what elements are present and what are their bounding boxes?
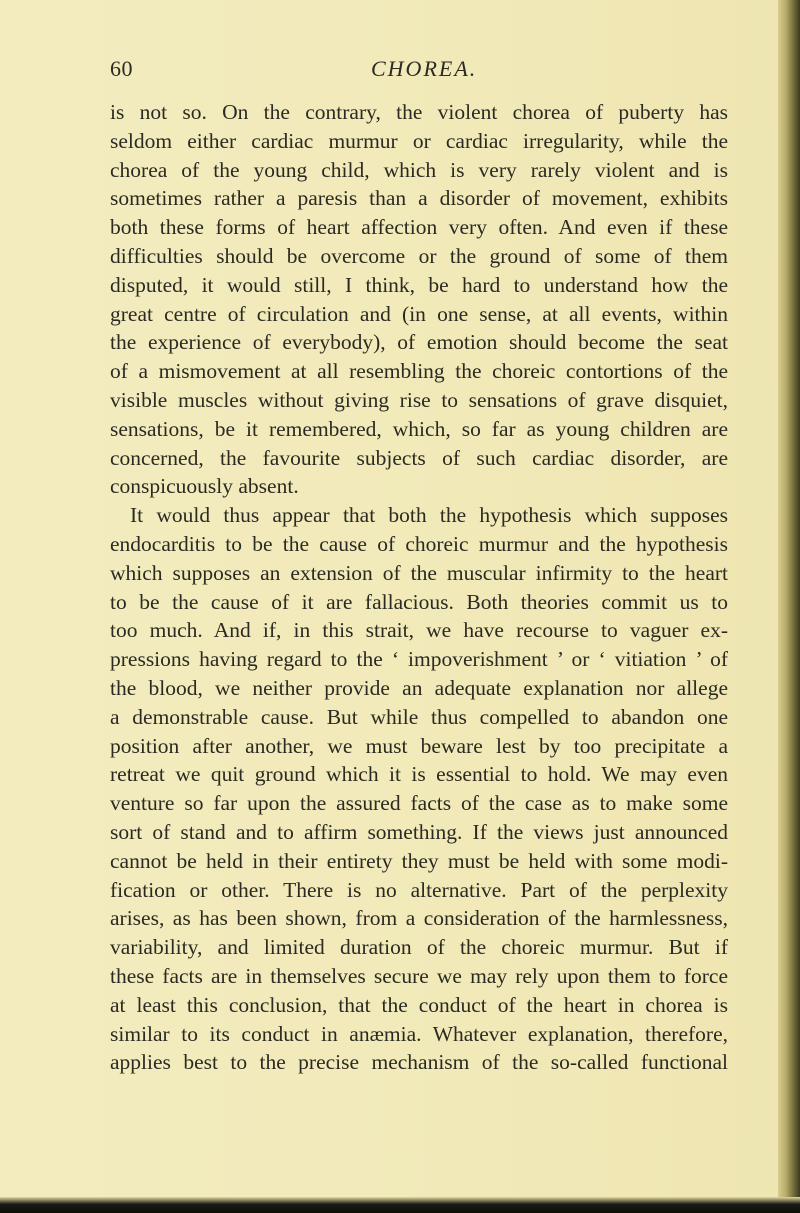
text-line: the blood, we neither provide an adequate explanation nor allege — [110, 675, 728, 700]
text-line: great centre of circulation and (in one sense, at all events, within — [110, 301, 728, 326]
paragraph-start-line: It would thus appear that both the hypothesis which supposes — [130, 503, 728, 528]
text-line: difficulties should be overcome or the ground of some of them — [110, 243, 728, 268]
body-text — [110, 98, 728, 1077]
text-line: endocarditis to be the cause of choreic murmur and the hypothesis — [110, 531, 728, 556]
page-bottom-edge — [0, 1197, 800, 1213]
text-line: too much. And if, in this strait, we have recourse to vaguer ex- — [110, 618, 728, 643]
text-line: these facts are in themselves secure we may rely upon them to force — [110, 963, 728, 988]
text-line: the experience of everybody), of emotion should become the seat — [110, 330, 728, 355]
text-line: pressions having regard to the ‘ impoverishment ’ or ‘ vitiation ’ of — [110, 647, 728, 672]
text-line: at least this conclusion, that the conduct of the heart in chorea is — [110, 992, 728, 1017]
text-line: seldom either cardiac murmur or cardiac irregularity, while the — [110, 128, 728, 153]
text-line: fication or other. There is no alternative. Part of the perplexity — [110, 877, 728, 902]
text-line: sort of stand and to affirm something. If the views just announced — [110, 819, 728, 844]
text-line: position after another, we must beware lest by too precipitate a — [110, 733, 728, 758]
text-line: concerned, the favourite subjects of such cardiac disorder, are — [110, 445, 728, 470]
text-line: which supposes an extension of the muscular infirmity to the heart — [110, 560, 728, 585]
text-line: arises, as has been shown, from a consideration of the harmlessness, — [110, 906, 728, 931]
text-line: sensations, be it remembered, which, so far as young children are — [110, 416, 728, 441]
text-line: is not so. On the contrary, the violent chorea of puberty has — [110, 100, 728, 124]
text-line: applies best to the precise mechanism of the so-called functional — [110, 1050, 728, 1075]
text-line: of a mismovement at all resembling the choreic contortions of the — [110, 359, 728, 384]
text-line: visible muscles without giving rise to sensations of grave disquiet, — [110, 387, 728, 412]
page-header — [110, 56, 710, 86]
text-line: conspicuously absent. — [110, 474, 299, 499]
text-line: sometimes rather a paresis than a disorder of movement, exhibits — [110, 186, 728, 211]
text-line: cannot be held in their entirety they must be held with some modi- — [110, 848, 728, 873]
text-line: a demonstrable cause. But while thus compelled to abandon one — [110, 704, 728, 729]
text-line: similar to its conduct in anæmia. Whatever explanation, therefore, — [110, 1021, 728, 1046]
text-line: venture so far upon the assured facts of the case as to make some — [110, 791, 728, 816]
running-title: CHOREA. — [371, 56, 478, 81]
text-line: retreat we quit ground which it is essential to hold. We may even — [110, 762, 728, 787]
page-right-edge — [778, 0, 800, 1213]
text-line: variability, and limited duration of the choreic murmur. But if — [110, 935, 728, 960]
page-number: 60 — [110, 56, 133, 81]
text-line: disputed, it would still, I think, be hard to understand how the — [110, 272, 728, 297]
text-line: to be the cause of it are fallacious. Both theories commit us to — [110, 589, 728, 614]
text-line: chorea of the young child, which is very rarely violent and is — [110, 157, 728, 182]
text-line: both these forms of heart affection very often. And even if these — [110, 215, 728, 240]
